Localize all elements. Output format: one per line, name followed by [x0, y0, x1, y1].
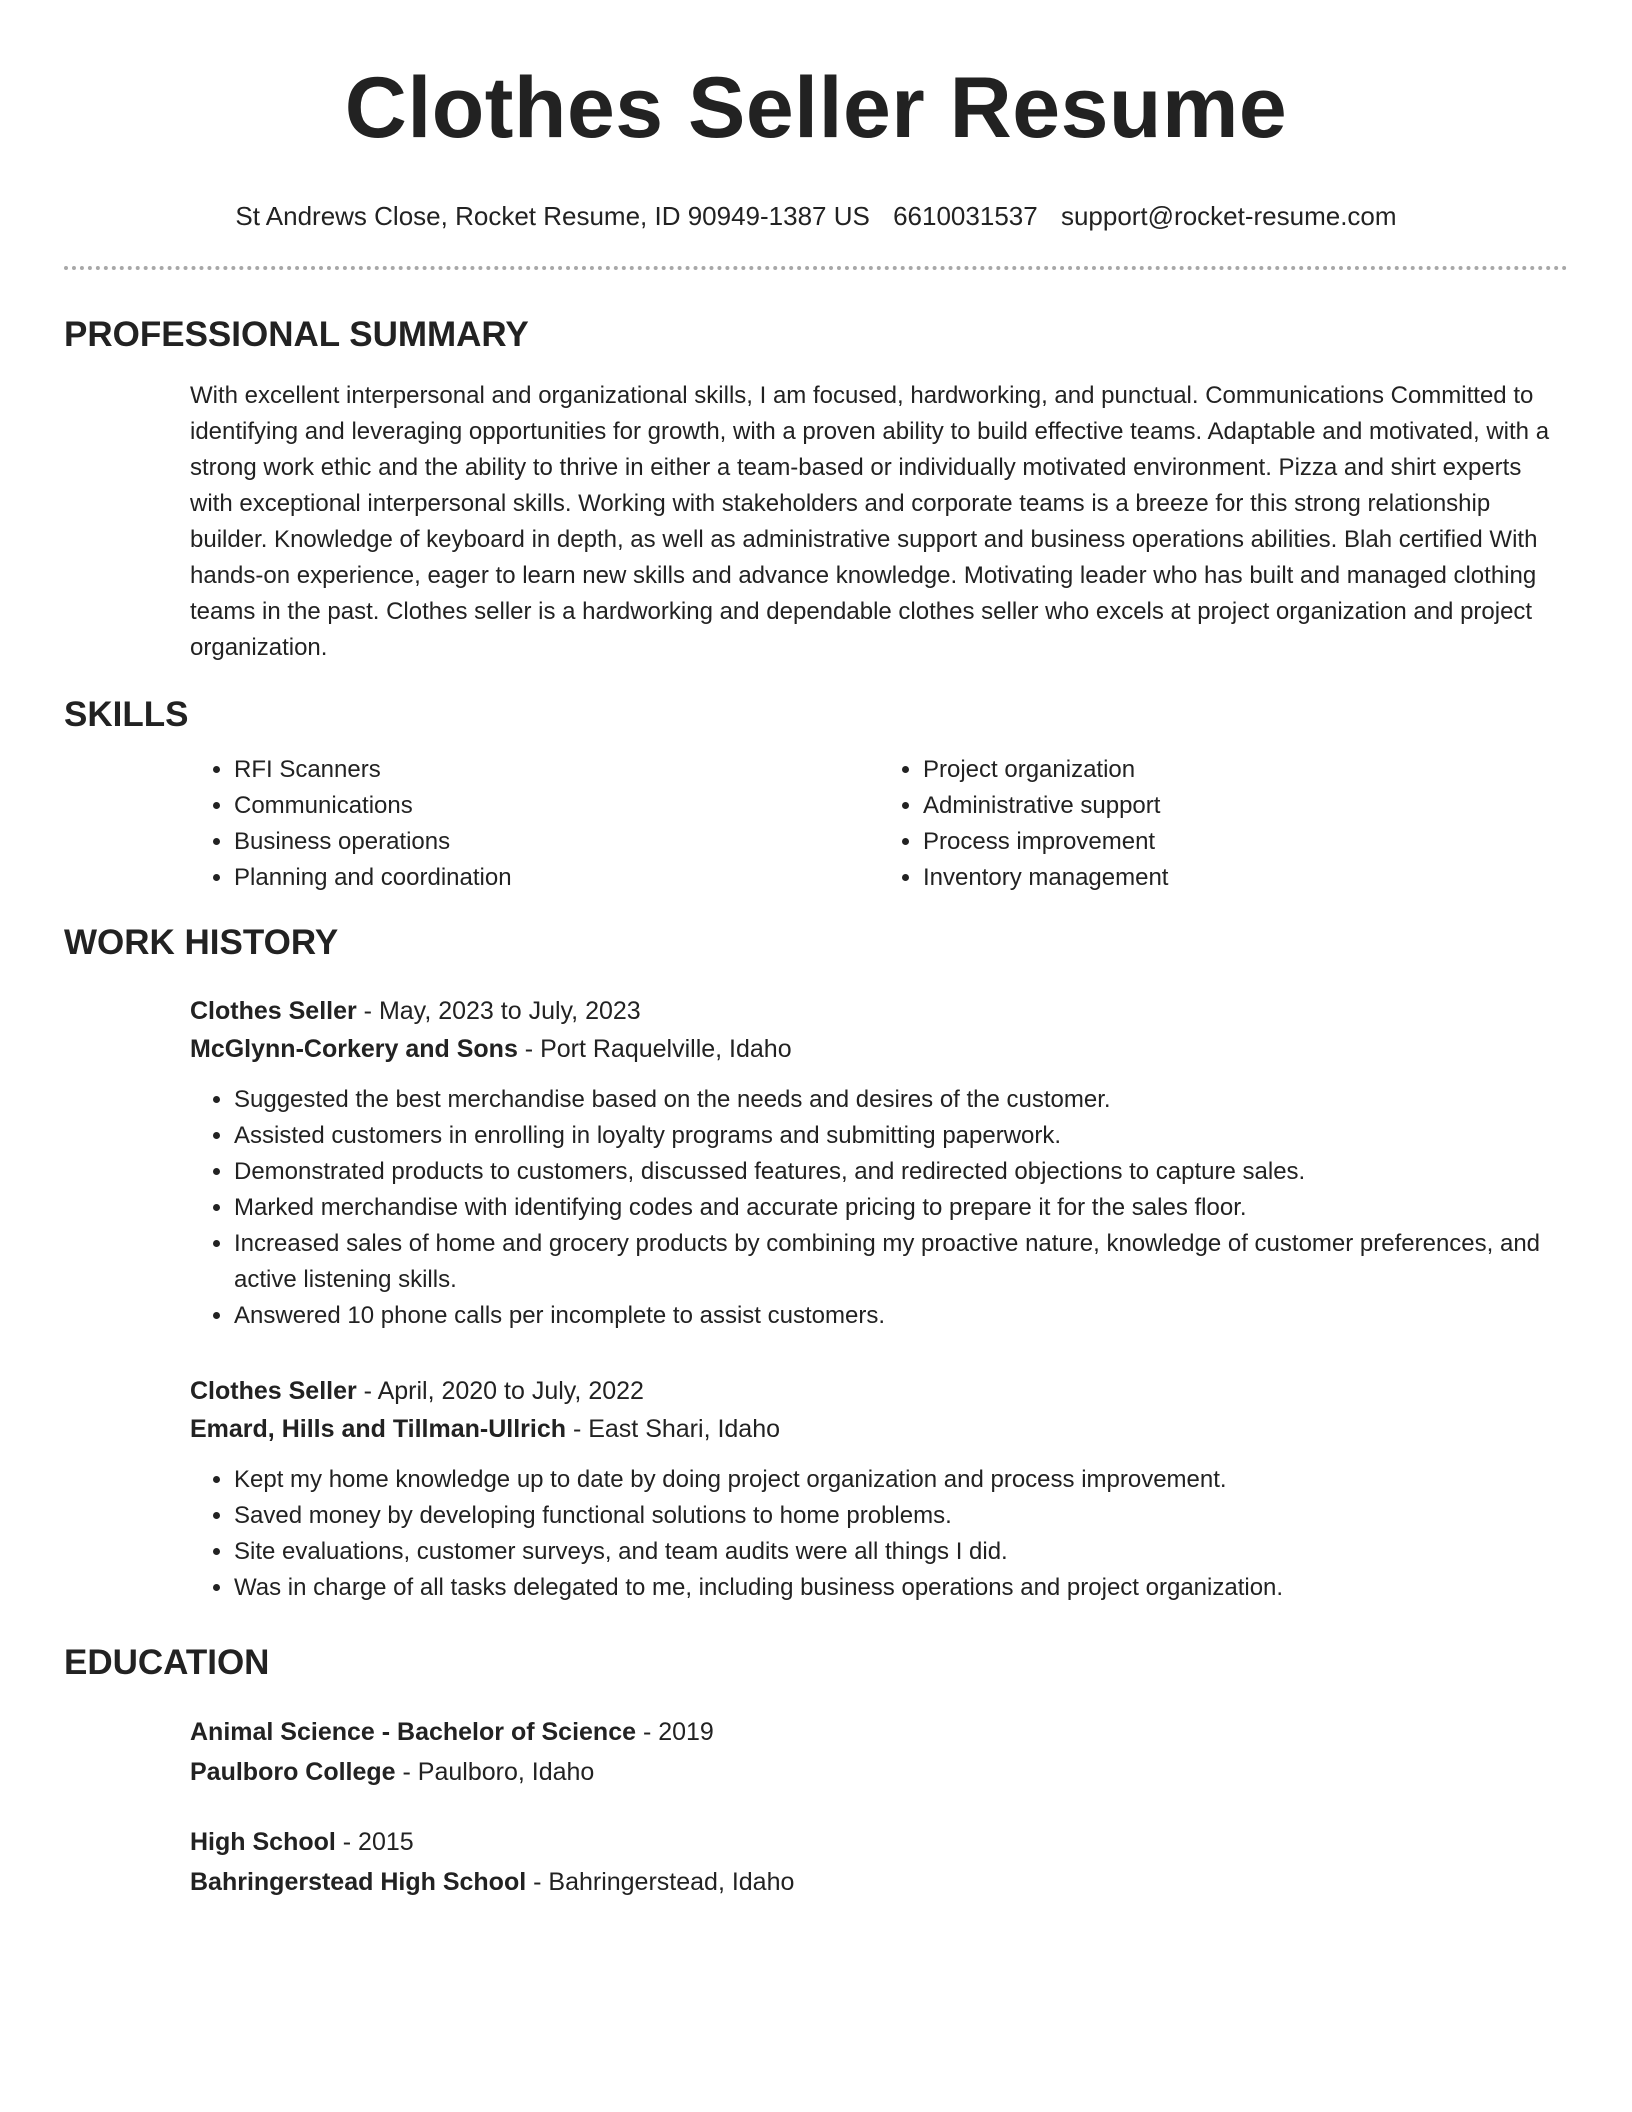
job-bullets	[190, 1462, 1568, 1606]
education-degree-line	[190, 1822, 1568, 1862]
education-entry	[190, 1712, 1568, 1792]
job-location: - Port Raquelville, Idaho	[517, 1035, 792, 1063]
job-dates: - May, 2023 to July, 2023	[356, 997, 641, 1025]
education-entry	[190, 1822, 1568, 1902]
skills-list	[190, 752, 1568, 896]
job-title-line	[190, 992, 1568, 1030]
job-bullet: • Demonstrated products to customers, discussed features, and redirected objections to capture sales.	[234, 1154, 1568, 1190]
skill-item: • Process improvement	[923, 824, 1568, 860]
job-title: Clothes Seller	[190, 1377, 357, 1405]
education-school-line	[190, 1862, 1568, 1902]
education-heading: EDUCATION	[64, 1643, 270, 1682]
education-location: - Paulboro, Idaho	[395, 1758, 595, 1786]
job-bullet: • Site evaluations, customer surveys, and team audits were all things I did.	[234, 1534, 1568, 1570]
job-company: Emard, Hills and Tillman-Ullrich	[190, 1415, 567, 1443]
job-entry	[190, 1372, 1568, 1606]
job-company: McGlynn-Corkery and Sons	[190, 1035, 518, 1063]
skill-item: • Administrative support	[923, 788, 1568, 824]
job-title: Clothes Seller	[190, 997, 357, 1025]
job-bullet: • Increased sales of home and grocery products by combining my proactive nature, knowledge of customer preferences, and active listening skills.	[234, 1226, 1568, 1298]
job-bullet: • Suggested the best merchandise based on the needs and desires of the customer.	[234, 1082, 1568, 1118]
job-bullet: • Assisted customers in enrolling in loyalty programs and submitting paperwork.	[234, 1118, 1568, 1154]
job-company-line	[190, 1410, 1568, 1448]
job-bullets	[190, 1082, 1568, 1334]
education-degree-line	[190, 1712, 1568, 1752]
work-history-heading: WORK HISTORY	[64, 923, 339, 962]
education-degree: Animal Science - Bachelor of Science	[190, 1718, 636, 1746]
page-title: Clothes Seller Resume	[344, 60, 1288, 156]
job-bullet: • Was in charge of all tasks delegated to me, including business operations and project organization.	[234, 1570, 1568, 1606]
contact-phone: 6610031537	[893, 201, 1038, 231]
skill-item: • Business operations	[234, 824, 879, 860]
summary-text: With excellent interpersonal and organizational skills, I am focused, hardworking, and punctual. Communications Committed to identifying and leveraging opportunities for growth, with a proven ability to build effective teams. Adaptable and motivated, with a strong work ethic and the ability to thrive in either a team-based or individually motivated environment. Pizza and shirt experts with exceptional interpersonal skills. Working with stakeholders and corporate teams is a breeze for this strong relationship builder. Knowledge of keyboard in depth, as well as administrative support and business operations abilities. Blah certified With hands-on experience, eager to learn new skills and advance knowledge. Motivating leader who has built and managed clothing teams in the past. Clothes seller is a hardworking and dependable clothes seller who excels at project organization and project organization.	[190, 382, 1550, 661]
job-bullet: • Saved money by developing functional solutions to home problems.	[234, 1498, 1568, 1534]
education-degree: High School	[190, 1828, 336, 1856]
job-bullet: • Marked merchandise with identifying codes and accurate pricing to prepare it for the sales floor.	[234, 1190, 1568, 1226]
job-entry	[190, 992, 1568, 1334]
job-dates: - April, 2020 to July, 2022	[356, 1377, 644, 1405]
contact-email: support@rocket-resume.com	[1060, 201, 1397, 231]
skill-item: • Planning and coordination	[234, 860, 879, 896]
education-school: Paulboro College	[190, 1758, 396, 1786]
contact-line	[64, 200, 1568, 232]
skills-heading: SKILLS	[64, 695, 189, 734]
summary-heading: PROFESSIONAL SUMMARY	[64, 315, 529, 354]
skills-column-right	[879, 752, 1568, 896]
job-bullet: • Answered 10 phone calls per incomplete to assist customers.	[234, 1298, 1568, 1334]
header-divider	[64, 266, 1568, 270]
contact-address: St Andrews Close, Rocket Resume, ID 90949-1387 US	[235, 201, 870, 231]
job-location: - East Shari, Idaho	[566, 1415, 781, 1443]
skill-item: • RFI Scanners	[234, 752, 879, 788]
job-company-line	[190, 1030, 1568, 1068]
education-year: - 2019	[636, 1718, 714, 1746]
skill-item: • Communications	[234, 788, 879, 824]
education-year: - 2015	[335, 1828, 414, 1856]
skills-column-left	[190, 752, 879, 896]
resume-page	[64, 0, 1568, 1902]
job-title-line	[190, 1372, 1568, 1410]
skill-item: • Project organization	[923, 752, 1568, 788]
job-bullet: • Kept my home knowledge up to date by doing project organization and process improvement.	[234, 1462, 1568, 1498]
education-location: - Bahringerstead, Idaho	[526, 1868, 795, 1896]
education-school-line	[190, 1752, 1568, 1792]
education-school: Bahringerstead High School	[190, 1868, 527, 1896]
skill-item: • Inventory management	[923, 860, 1568, 896]
